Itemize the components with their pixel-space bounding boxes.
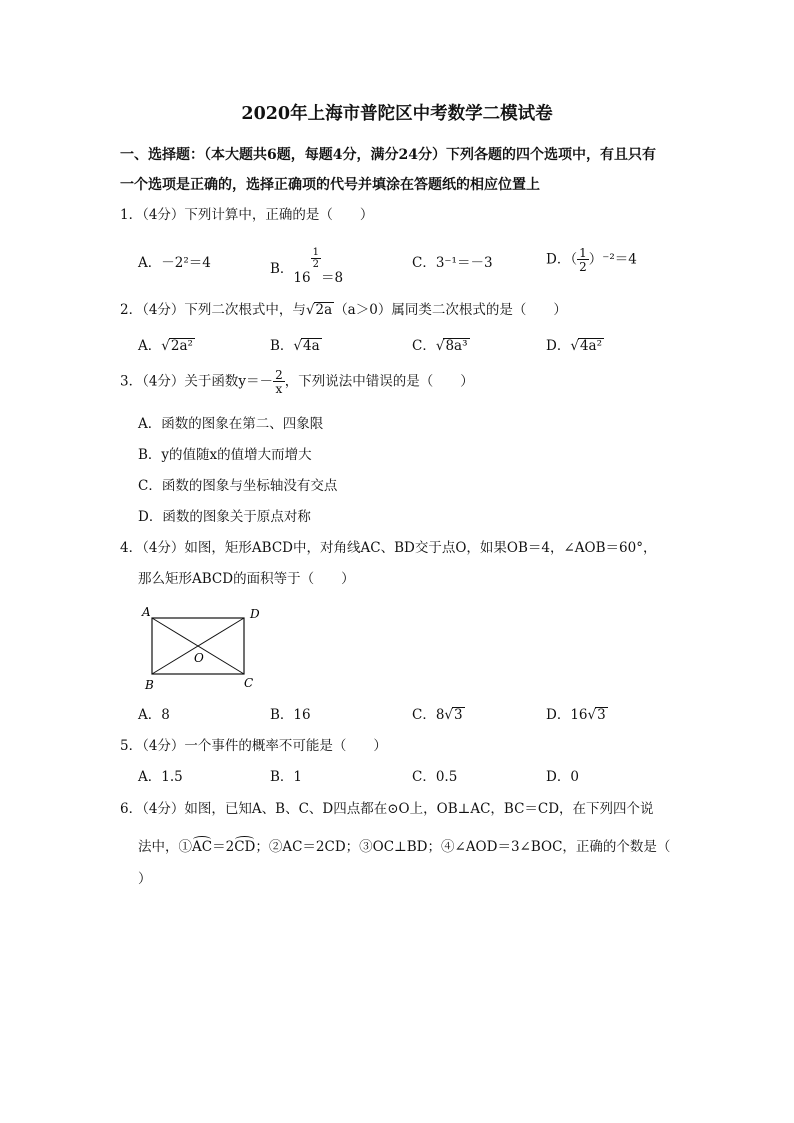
q1-d-num: 1 bbox=[579, 246, 587, 260]
q6-stem-line1: 6．（4分）如图，已知A、B、C、D四点都在⊙O上，OB⊥AC，BC＝CD，在下列四个说 bbox=[120, 801, 654, 817]
q6-s2-part-a: 法中，① bbox=[138, 839, 192, 855]
q1-stem: 1．（4分）下列计算中，正确的是（ ） bbox=[120, 207, 374, 223]
q2-stem-a: 2．（4分）下列二次根式中，与 bbox=[120, 302, 306, 318]
q4-option-d bbox=[546, 707, 608, 723]
q2-a-radicand: 2a² bbox=[170, 338, 193, 354]
q6-stem-line3: ） bbox=[138, 871, 152, 887]
sqrt-icon: √ bbox=[305, 302, 315, 318]
q6-s2-part-b: ＝2 bbox=[212, 839, 235, 855]
sqrt-icon: √ bbox=[587, 707, 597, 723]
q2-stem bbox=[120, 302, 567, 318]
sqrt-icon: √ bbox=[293, 338, 303, 354]
section-instructions-line1: 一、选择题：（本大题共6题，每题4分，满分24分）下列各题的四个选项中，有且只有 bbox=[120, 147, 656, 163]
q2-b-label: B． bbox=[270, 338, 294, 354]
q2-option-d bbox=[546, 338, 604, 354]
q3-stem-a: 3．（4分）关于函数y＝－ bbox=[120, 373, 274, 390]
vertex-a-label: A bbox=[142, 605, 151, 619]
q1-d-label: D．（ bbox=[546, 251, 578, 268]
q1-option-b bbox=[270, 248, 343, 286]
q1-b-exponent bbox=[311, 248, 321, 270]
q1-option-a: A．－2²＝4 bbox=[138, 255, 211, 271]
q5-option-a: A．1.5 bbox=[138, 769, 183, 785]
q2-d-radicand: 4a² bbox=[579, 338, 602, 354]
section-instructions-line2: 一个选项是正确的，选择正确项的代号并填涂在答题纸的相应位置上 bbox=[120, 177, 540, 193]
q4-option-a: A．8 bbox=[138, 707, 170, 723]
q4-stem-line2: 那么矩形ABCD的面积等于（ ） bbox=[138, 571, 355, 587]
q2-option-b bbox=[270, 338, 322, 354]
q3-stem bbox=[120, 369, 474, 395]
q2-c-radicand: 8a³ bbox=[445, 338, 468, 354]
q1-b-label: B． bbox=[270, 261, 294, 277]
q1-b-base: 16 bbox=[293, 270, 311, 286]
q3-frac-num: 2 bbox=[275, 368, 283, 382]
q1-b-rhs: ＝8 bbox=[320, 270, 344, 286]
page-title: 2020年上海市普陀区中考数学二模试卷 bbox=[241, 104, 553, 124]
q1-d-rest: ）⁻²＝4 bbox=[588, 251, 637, 268]
q2-option-c bbox=[412, 338, 470, 354]
vertex-c-label: C bbox=[244, 676, 254, 690]
q1-option-d bbox=[546, 247, 637, 273]
q5-option-c: C．0.5 bbox=[412, 769, 458, 785]
q4-rectangle-figure bbox=[136, 600, 266, 695]
q2-option-a bbox=[138, 338, 195, 354]
q4-d-label: D．16 bbox=[546, 707, 588, 723]
q6-s2-part-c: ；②AC＝2CD；③OC⊥BD；④∠AOD＝3∠BOC，正确的个数是（ bbox=[255, 839, 671, 855]
q4-c-label: C．8 bbox=[412, 707, 445, 723]
q3-stem-b: ，下列说法中错误的是（ ） bbox=[284, 373, 474, 390]
q2-stem-b: （a＞0）属同类二次根式的是（ ） bbox=[334, 302, 567, 318]
vertex-b-label: B bbox=[145, 678, 154, 692]
sqrt-icon: √ bbox=[444, 707, 454, 723]
q3-frac-den: x bbox=[275, 382, 283, 396]
vertex-d-label: D bbox=[250, 607, 260, 621]
q1-d-den: 2 bbox=[579, 260, 587, 274]
q6-stem-line2 bbox=[138, 841, 670, 855]
q6-arc-ac: AC bbox=[192, 839, 213, 855]
q5-option-d: D．0 bbox=[546, 769, 579, 785]
q2-a-label: A． bbox=[138, 338, 162, 354]
q4-stem-line1: 4．（4分）如图，矩形ABCD中，对角线AC、BD交于点O，如果OB＝4，∠AOB＝60°， bbox=[120, 540, 657, 556]
sqrt-icon: √ bbox=[570, 338, 579, 354]
q3-option-c: C．函数的图象与坐标轴没有交点 bbox=[138, 478, 338, 494]
q2-c-label: C． bbox=[412, 338, 436, 354]
q4-d-radicand: 3 bbox=[597, 707, 606, 723]
q5-option-b: B．1 bbox=[270, 769, 303, 785]
sqrt-icon: √ bbox=[161, 338, 170, 354]
q2-d-label: D． bbox=[546, 338, 571, 354]
q6-arc-cd: CD bbox=[234, 839, 256, 855]
q5-stem: 5．（4分）一个事件的概率不可能是（ ） bbox=[120, 738, 387, 754]
q3-fraction bbox=[273, 369, 285, 395]
q3-option-d: D．函数的图象关于原点对称 bbox=[138, 509, 311, 525]
q4-option-c bbox=[412, 707, 465, 723]
center-o-label: O bbox=[194, 651, 204, 665]
q4-c-radicand: 3 bbox=[454, 707, 463, 723]
q4-option-b: B．16 bbox=[270, 707, 311, 723]
q3-option-a: A．函数的图象在第二、四象限 bbox=[138, 416, 324, 432]
q1-d-fraction bbox=[577, 247, 589, 273]
q2-stem-radicand: 2a bbox=[315, 302, 333, 318]
q1-b-exp-num: 1 bbox=[312, 247, 319, 258]
q1-option-c: C．3⁻¹＝－3 bbox=[412, 255, 493, 271]
q2-b-radicand: 4a bbox=[303, 338, 320, 354]
q1-b-exp-den: 2 bbox=[312, 259, 319, 270]
q3-option-b: B．y的值随x的值增大而增大 bbox=[138, 447, 312, 463]
sqrt-icon: √ bbox=[435, 338, 445, 354]
